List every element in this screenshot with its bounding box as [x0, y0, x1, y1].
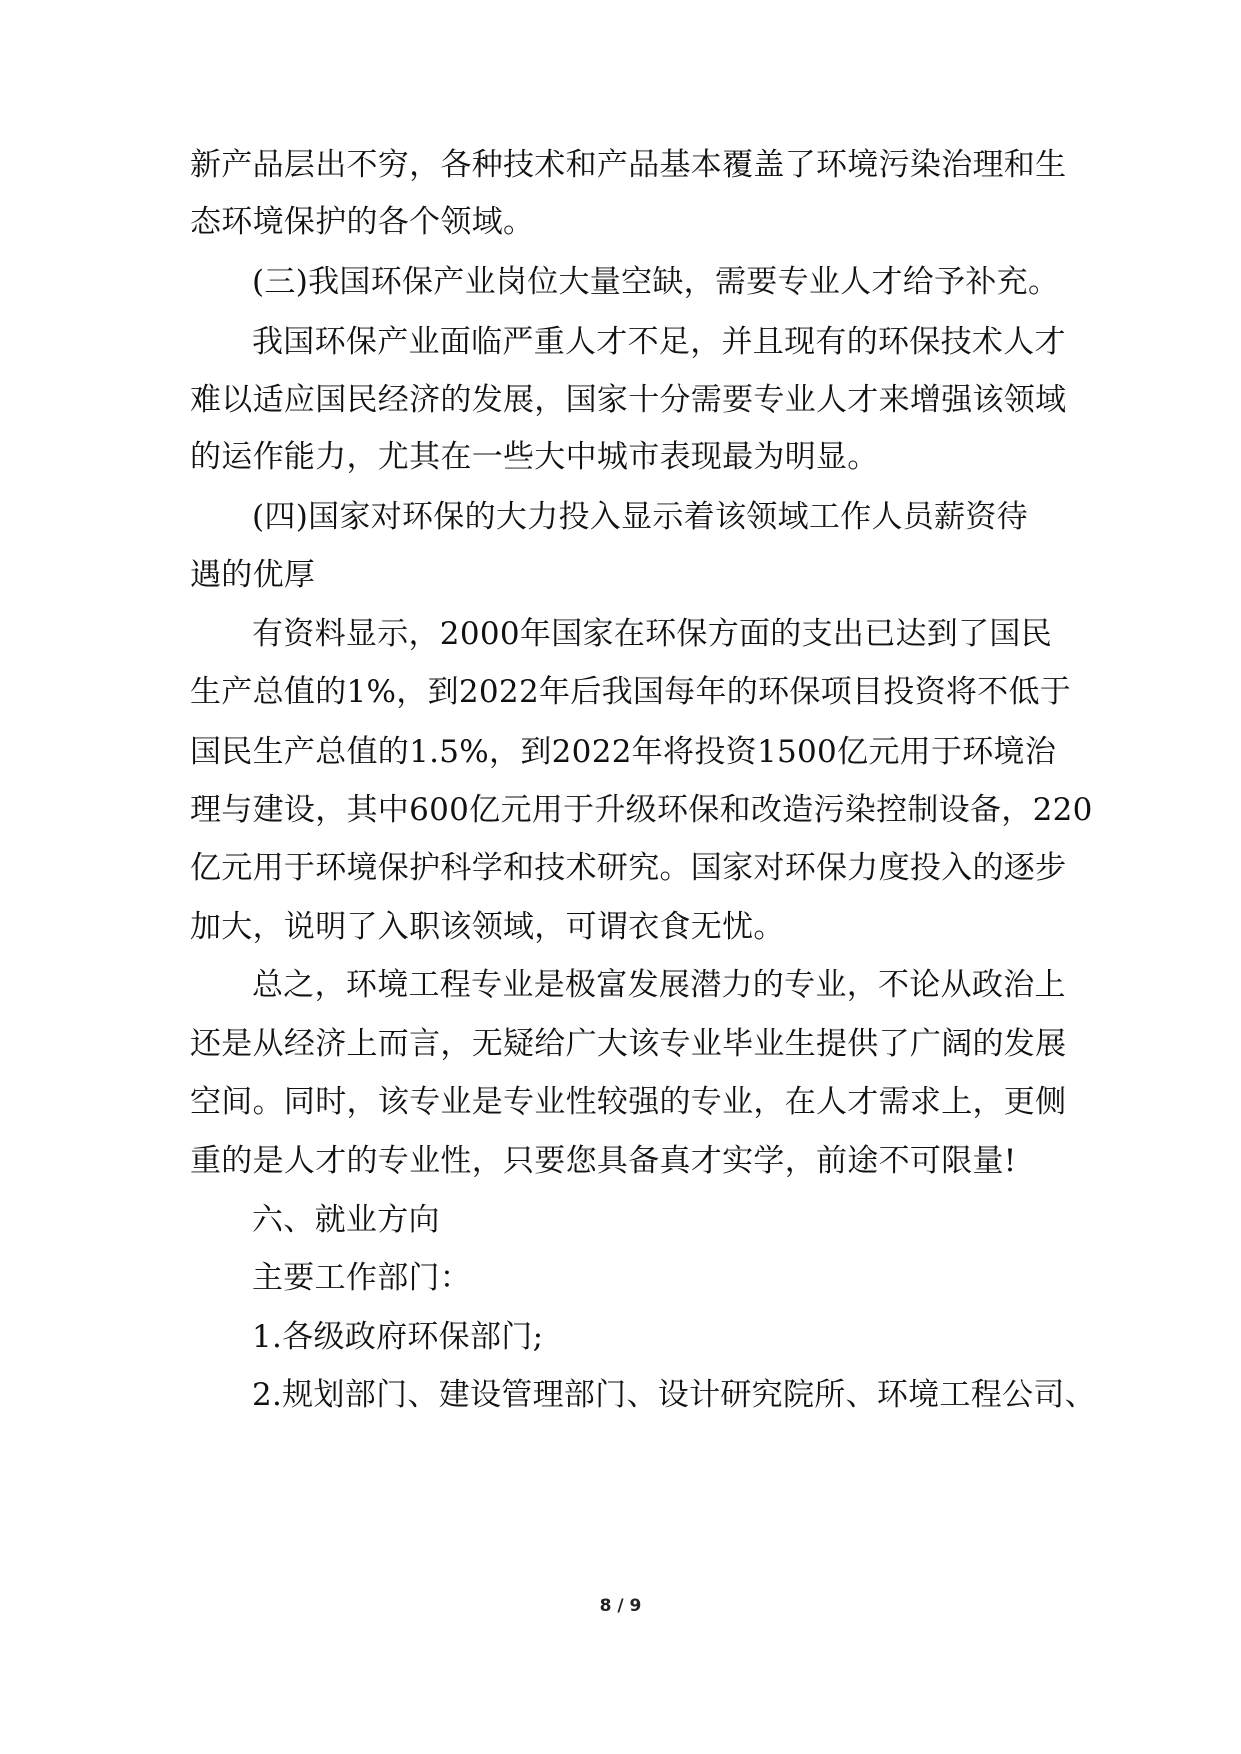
- body-line: 新产品层出不穷，各种技术和产品基本覆盖了环境污染治理和生: [190, 147, 1067, 183]
- body-line: 国民生产总值的1.5%，到2022年将投资1500亿元用于环境治: [190, 734, 1057, 770]
- body-line: 还是从经济上而言，无疑给广大该专业毕业生提供了广阔的发展: [190, 1026, 1067, 1062]
- body-line: 总之，环境工程专业是极富发展潜力的专业，不论从政治上: [252, 967, 1066, 1003]
- body-line: 的运作能力，尤其在一些大中城市表现最为明显。: [190, 439, 879, 475]
- body-line: 加大，说明了入职该领域，可谓衣食无忧。: [190, 909, 785, 945]
- body-line: 有资料显示，2000年国家在环保方面的支出已达到了国民: [252, 616, 1052, 652]
- section-heading: 六、就业方向: [252, 1202, 440, 1238]
- section-heading: (四)国家对环保的大力投入显示着该领域工作人员薪资待: [252, 499, 1028, 535]
- list-item: 1.各级政府环保部门;: [252, 1319, 544, 1355]
- page-number: 8 / 9: [599, 1596, 642, 1616]
- body-line: 空间。同时，该专业是专业性较强的专业，在人才需求上，更侧: [190, 1084, 1067, 1120]
- body-line: 亿元用于环境保护科学和技术研究。国家对环保力度投入的逐步: [190, 850, 1067, 886]
- body-line: 生产总值的1%，到2022年后我国每年的环保项目投资将不低于: [190, 674, 1072, 710]
- body-line: 理与建设，其中600亿元用于升级环保和改造污染控制设备，220: [190, 792, 1093, 828]
- section-heading: (三)我国环保产业岗位大量空缺，需要专业人才给予补充。: [252, 264, 1060, 300]
- list-item: 2.规划部门、建设管理部门、设计研究院所、环境工程公司、: [252, 1377, 1096, 1413]
- body-line: 难以适应国民经济的发展，国家十分需要专业人才来增强该领域: [190, 382, 1067, 418]
- body-line: 主要工作部门：: [252, 1260, 472, 1296]
- body-line: 态环境保护的各个领域。: [190, 204, 535, 240]
- body-line: 重的是人才的专业性，只要您具备真才实学，前途不可限量!: [190, 1143, 1017, 1179]
- body-line: 我国环保产业面临严重人才不足，并且现有的环保技术人才: [252, 324, 1066, 360]
- section-heading: 遇的优厚: [190, 557, 316, 593]
